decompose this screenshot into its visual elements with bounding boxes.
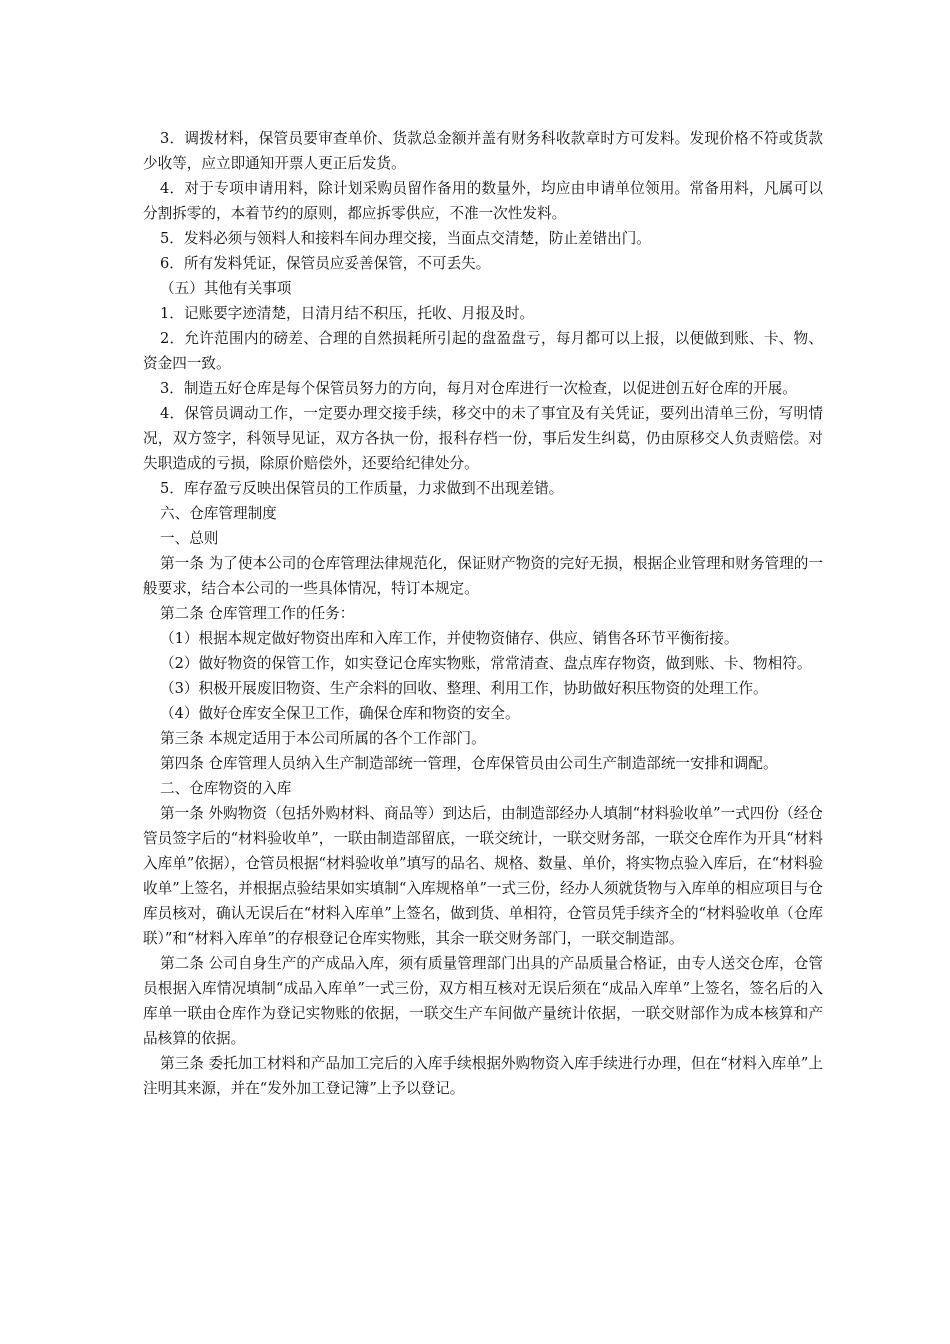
paragraph: 第二条 公司自身生产的产成品入库，须有质量管理部门出具的产品质量合格证，由专人送交仓库，仓管员根据入库情况填制“成品入库单”一式三份，双方相互核对无误后须在“成品入库单”上签名，签名后的入库单一联由仓库作为登记实物账的依据，一联交生产车间做产量统计依据，一联交财部作为成本核算和产品核算的依据。 xyxy=(143,955,823,1047)
paragraph: 3．调拨材料，保管员要审查单价、货款总金额并盖有财务科收款章时方可发料。发现价格不符或货款少收等，应立即通知开票人更正后发货。 xyxy=(143,130,823,172)
paragraph: 5．发料必须与领料人和接料车间办理交接，当面点交清楚，防止差错出门。 xyxy=(160,230,651,247)
document-body xyxy=(143,126,823,1101)
paragraph: 第四条 仓库管理人员纳入生产制造部统一管理，仓库保管员由公司生产制造部统一安排和调配。 xyxy=(160,755,778,772)
paragraph: 第三条 本规定适用于本公司所属的各个工作部门。 xyxy=(160,730,486,747)
paragraph: 3．制造五好仓库是每个保管员努力的方向，每月对仓库进行一次检查，以促进创五好仓库的开展。 xyxy=(160,380,797,397)
paragraph: 6．所有发料凭证，保管员应妥善保管，不可丢失。 xyxy=(160,255,491,272)
paragraph: 4．保管员调动工作，一定要办理交接手续，移交中的未了事宜及有关凭证，要列出清单三份，写明情况，双方签字，科领导见证，双方各执一份，报科存档一份，事后发生纠葛，仍由原移交人负责赔偿。对失职造成的亏损，除原价赔偿外，还要给纪律处分。 xyxy=(143,405,823,472)
paragraph: 5．库存盈亏反映出保管员的工作质量，力求做到不出现差错。 xyxy=(160,480,564,497)
paragraph: 第一条 外购物资（包括外购材料、商品等）到达后，由制造部经办人填制“材料验收单”一式四份（经仓管员签字后的“材料验收单”，一联由制造部留底，一联交统计，一联交财务部，一联交仓库作为开具“材料入库单”依据），仓管员根据“材料验收单”填写的品名、规格、数量、单价，将实物点验入库后，在“材料验收单”上签名，并根据点验结果如实填制“入库规格单”一式三份，经办人须就货物与入库单的相应项目与仓库员核对，确认无误后在“材料入库单”上签名，做到货、单相符，仓管员凭手续齐全的“材料验收单（仓库联）”和“材料入库单”的存根登记仓库实物账，其余一联交财务部门，一联交制造部。 xyxy=(143,805,823,947)
paragraph: 2．允许范围内的磅差、合理的自然损耗所引起的盘盈盘亏，每月都可以上报，以便做到账、卡、物、资金四一致。 xyxy=(143,330,823,372)
paragraph: 第二条 仓库管理工作的任务： xyxy=(160,605,355,622)
paragraph: （2）做好物资的保管工作，如实登记仓库实物账，常常清查、盘点库存物资，做到账、卡、物相符。 xyxy=(160,655,812,672)
section-heading: 六、仓库管理制度 xyxy=(160,505,277,522)
paragraph: 第三条 委托加工材料和产品加工完后的入库手续根据外购物资入库手续进行办理，但在“材料入库单”上注明其来源，并在“发外加工登记簿”上予以登记。 xyxy=(143,1055,823,1097)
paragraph: 第一条 为了使本公司的仓库管理法律规范化，保证财产物资的完好无损，根据企业管理和财务管理的一般要求，结合本公司的一些具体情况，特订本规定。 xyxy=(143,555,823,597)
paragraph: 4．对于专项申请用料，除计划采购员留作备用的数量外，均应由申请单位领用。常备用料，凡属可以分割拆零的，本着节约的原则，都应拆零供应，不准一次性发料。 xyxy=(143,180,823,222)
paragraph: （3）积极开展废旧物资、生产余料的回收、整理、利用工作，协助做好积压物资的处理工作。 xyxy=(160,680,768,697)
section-heading: 一、总则 xyxy=(160,530,219,547)
section-heading: （五）其他有关事项 xyxy=(160,280,292,297)
paragraph: 1．记账要字迹清楚，日清月结不积压，托收、月报及时。 xyxy=(160,305,535,322)
paragraph: （1）根据本规定做好物资出库和入库工作，并使物资储存、供应、销售各环节平衡衔接。 xyxy=(160,630,739,647)
paragraph: （4）做好仓库安全保卫工作，确保仓库和物资的安全。 xyxy=(160,705,520,722)
section-heading: 二、仓库物资的入库 xyxy=(160,780,292,797)
